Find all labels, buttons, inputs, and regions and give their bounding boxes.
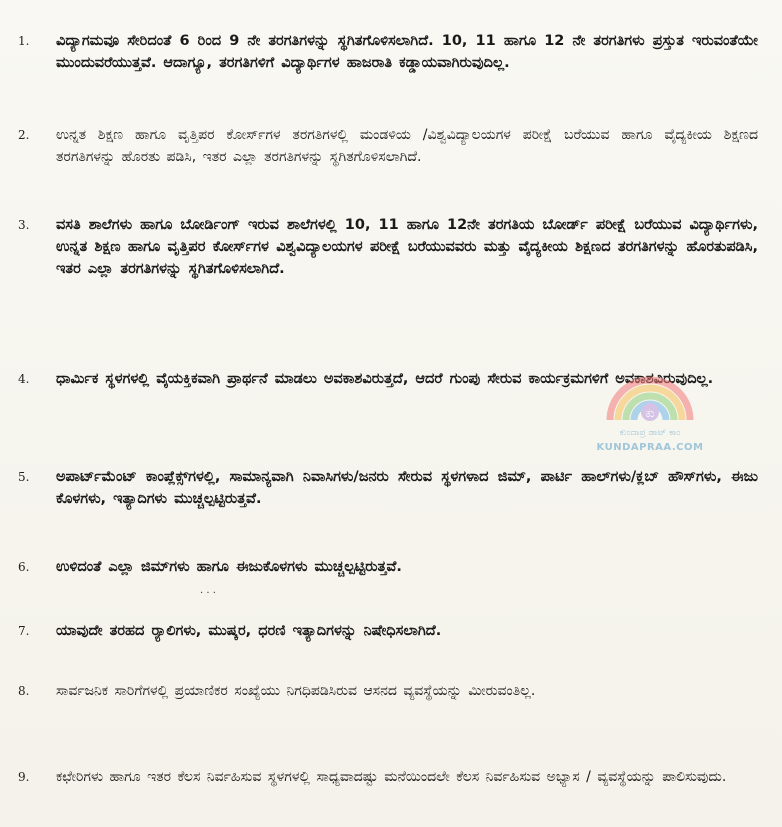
scan-specks: · · · — [200, 588, 216, 599]
list-item-9 — [18, 766, 758, 788]
item-number: 5. — [18, 470, 30, 484]
item-number: 3. — [18, 218, 30, 232]
item-number: 2. — [18, 128, 30, 142]
item-number: 7. — [18, 624, 30, 638]
list-item-2 — [18, 124, 758, 168]
item-number: 6. — [18, 560, 30, 574]
item-text: ಕಛೇರಿಗಳು ಹಾಗೂ ಇತರ ಕೆಲಸ ನಿರ್ವಹಿಸುವ ಸ್ಥಳಗಳಲ್ಲಿ ಸಾಧ್ಯವಾದಷ್ಟು ಮನೆಯಿಂದಲೇ ಕೆಲಸ ನಿರ್ವಹಿಸುವ ಅಭ್ಯಾಸ / ವ್ಯವಸ್ಥೆಯನ್ನು ಪಾಲಿಸುವುದು. — [56, 769, 727, 785]
list-item-8 — [18, 680, 758, 702]
list-item-5 — [18, 466, 758, 510]
rainbow-logo-icon — [590, 360, 710, 428]
item-number: 9. — [18, 770, 30, 784]
item-text: ಯಾವುದೇ ತರಹದ ರ‍್ಯಾಲಿಗಳು, ಮುಷ್ಕರ, ಧರಣಿ ಇತ್ಯಾದಿಗಳನ್ನು ನಿಷೇಧಿಸಲಾಗಿದೆ. — [56, 623, 442, 639]
list-item-7 — [18, 620, 758, 642]
item-text: ವಸತಿ ಶಾಲೆಗಳು ಹಾಗೂ ಬೋರ್ಡಿಂಗ್ ಇರುವ ಶಾಲೆಗಳಲ್ಲಿ 10, 11 ಹಾಗೂ 12ನೇ ತರಗತಿಯ ಬೋರ್ಡ್ ಪರೀಕ್ಷೆ ಬರೆಯುವ ವಿದ್ಯಾರ್ಥಿಗಳು, ಉನ್ನತ ಶಿಕ್ಷಣ ಹಾಗೂ ವೃತ್ತಿಪರ ಕೋರ್ಸ್‌ಗಳ ವಿಶ್ವವಿದ್ಯಾಲಯಗಳ ಪರೀಕ್ಷೆ ಬರೆಯುವವರು ಮತ್ತು ವೈದ್ಯಕೀಯ ಶಿಕ್ಷಣದ ತರಗತಿಗಳನ್ನು ಹೊರತುಪಡಿಸಿ, ಇತರ ಎಲ್ಲಾ ತರಗತಿಗಳನ್ನು ಸ್ಥಗಿತಗೊಳಿಸಲಾಗಿದೆ. — [56, 217, 758, 277]
item-text: ಉನ್ನತ ಶಿಕ್ಷಣ ಹಾಗೂ ವೃತ್ತಿಪರ ಕೋರ್ಸ್‌ಗಳ ತರಗತಿಗಳಲ್ಲಿ ಮಂಡಳಿಯ /ವಿಶ್ವವಿದ್ಯಾಲಯಗಳ ಪರೀಕ್ಷೆ ಬರೆಯುವ ಹಾಗೂ ವೈದ್ಯಕೀಯ ಶಿಕ್ಷಣದ ತರಗತಿಗಳನ್ನು ಹೊರತು ಪಡಿಸಿ, ಇತರ ಎಲ್ಲಾ ತರಗತಿಗಳನ್ನು ಸ್ಥಗಿತಗೊಳಿಸಲಾಗಿದೆ. — [56, 127, 758, 165]
list-item-3 — [18, 214, 758, 280]
item-text: ಧಾರ್ಮಿಕ ಸ್ಥಳಗಳಲ್ಲಿ ವೈಯಕ್ತಿಕವಾಗಿ ಪ್ರಾರ್ಥನೆ ಮಾಡಲು ಅವಕಾಶವಿರುತ್ತದೆ, ಆದರೆ ಗುಂಪು ಸೇರುವ ಕಾರ್ಯಕ್ರಮಗಳಿಗೆ ಅವಕಾಶವಿರುವುದಿಲ್ಲ. — [56, 371, 714, 387]
list-item-6 — [18, 556, 758, 578]
watermark-text-latin: KUNDAPRAA.COM — [596, 442, 704, 453]
item-text: ವಿದ್ಯಾಗಮವೂ ಸೇರಿದಂತೆ 6 ರಿಂದ 9 ನೇ ತರಗತಿಗಳನ್ನು ಸ್ಥಗಿತಗೊಳಿಸಲಾಗಿದೆ. 10, 11 ಹಾಗೂ 12 ನೇ ತರಗತಿಗಳು ಪ್ರಸ್ತುತ ಇರುವಂತೆಯೇ ಮುಂದುವರೆಯುತ್ತವೆ. ಆದಾಗ್ಯೂ, ತರಗತಿಗಳಿಗೆ ವಿದ್ಯಾರ್ಥಿಗಳ ಹಾಜರಾತಿ ಕಡ್ಡಾಯವಾಗಿರುವುದಿಲ್ಲ. — [56, 33, 758, 71]
watermark-logo — [590, 360, 710, 470]
item-text: ಉಳಿದಂತೆ ಎಲ್ಲಾ ಜಿಮ್‌ಗಳು ಹಾಗೂ ಈಜುಕೊಳಗಳು ಮುಚ್ಚಲ್ಪಟ್ಟಿರುತ್ತವೆ. — [56, 559, 402, 575]
list-item-1 — [18, 30, 758, 74]
svg-text:ಕು: ಕು — [645, 406, 655, 420]
item-number: 4. — [18, 372, 30, 386]
watermark-text-kannada: ಕುಂದಾಪ್ರ ಡಾಟ್ ಕಾಂ — [619, 428, 681, 438]
item-number: 1. — [18, 34, 30, 48]
item-number: 8. — [18, 684, 30, 698]
item-text: ಸಾರ್ವಜನಿಕ ಸಾರಿಗೆಗಳಲ್ಲಿ ಪ್ರಯಾಣಿಕರ ಸಂಖ್ಯೆಯು ನಿಗಧಿಪಡಿಸಿರುವ ಆಸನದ ವ್ಯವಸ್ಥೆಯನ್ನು ಮೀರುವಂತಿಲ್ಲ. — [56, 683, 536, 699]
item-text: ಅಪಾರ್ಟ್‌ಮೆಂಟ್ ಕಾಂಪ್ಲೆಕ್ಸ್‌ಗಳಲ್ಲಿ, ಸಾಮಾನ್ಯವಾಗಿ ನಿವಾಸಿಗಳು/ಜನರು ಸೇರುವ ಸ್ಥಳಗಳಾದ ಜಿಮ್, ಪಾರ್ಟಿ ಹಾಲ್‌ಗಳು/ಕ್ಲಬ್ ಹೌಸ್‌ಗಳು, ಈಜು ಕೊಳಗಳು, ಇತ್ಯಾದಿಗಳು ಮುಚ್ಚಲ್ಪಟ್ಟಿರುತ್ತವೆ. — [56, 469, 758, 507]
